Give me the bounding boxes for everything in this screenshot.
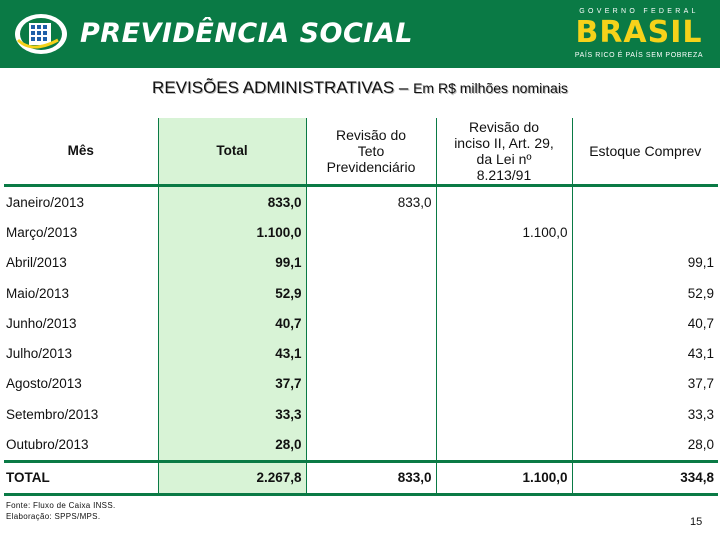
- cell-teto: [306, 369, 436, 399]
- cell-mes: Janeiro/2013: [4, 186, 158, 218]
- header-revisao-inciso: [436, 118, 572, 186]
- total-label: TOTAL: [4, 461, 158, 494]
- cell-total: 833,0: [158, 186, 306, 218]
- header-inciso-line: Revisão do: [468, 119, 540, 135]
- previdencia-logo-icon: [12, 10, 70, 58]
- cell-total: 43,1: [158, 338, 306, 368]
- cell-inciso: [436, 399, 572, 429]
- header-inciso-line: inciso II, Art. 29,: [454, 135, 554, 151]
- header-title: PREVIDÊNCIA SOCIAL: [80, 18, 413, 49]
- cell-inciso: [436, 186, 572, 218]
- source-note: [6, 500, 115, 522]
- brasil-word: BRASIL: [575, 15, 703, 50]
- cell-inciso: [436, 369, 572, 399]
- cell-teto: [306, 248, 436, 278]
- cell-teto: 833,0: [306, 186, 436, 218]
- cell-estoque: [572, 217, 718, 247]
- table-row: [4, 338, 718, 368]
- page-number: 15: [690, 516, 703, 528]
- cell-total: 1.100,0: [158, 217, 306, 247]
- cell-mes: Agosto/2013: [4, 369, 158, 399]
- total-estoque: 334,8: [572, 461, 718, 494]
- cell-mes: Julho/2013: [4, 338, 158, 368]
- cell-total: 99,1: [158, 248, 306, 278]
- source-text: Fonte: Fluxo de Caixa INSS.: [6, 501, 116, 510]
- cell-inciso: [436, 248, 572, 278]
- cell-mes: Maio/2013: [4, 278, 158, 308]
- brasil-slogan: PAÍS RICO É PAÍS SEM POBREZA: [574, 52, 704, 59]
- header-teto-line: Previdenciário: [326, 159, 416, 175]
- cell-mes: Junho/2013: [4, 308, 158, 338]
- cell-inciso: [436, 338, 572, 368]
- cell-mes: Março/2013: [4, 217, 158, 247]
- cell-teto: [306, 217, 436, 247]
- elaboration-text: Elaboração: SPPS/MPS.: [6, 512, 101, 521]
- header-revisao-teto: [306, 118, 436, 186]
- slide-title: [0, 78, 720, 98]
- cell-mes: Setembro/2013: [4, 399, 158, 429]
- total-sum: 2.267,8: [158, 461, 306, 494]
- table-row: [4, 308, 718, 338]
- header-total: Total: [158, 118, 306, 186]
- table-row: [4, 248, 718, 278]
- header-inciso-line: 8.213/91: [476, 167, 532, 183]
- cell-total: 33,3: [158, 399, 306, 429]
- cell-teto: [306, 308, 436, 338]
- total-teto: 833,0: [306, 461, 436, 494]
- cell-estoque: 40,7: [687, 315, 714, 331]
- cell-teto: [306, 429, 436, 461]
- cell-total: 40,7: [158, 308, 306, 338]
- cell-teto: [306, 399, 436, 429]
- cell-inciso: 1.100,0: [436, 217, 572, 247]
- cell-mes: Abril/2013: [4, 248, 158, 278]
- table-row: [4, 429, 718, 461]
- total-inciso: 1.100,0: [436, 461, 572, 494]
- cell-estoque: 33,3: [687, 406, 714, 422]
- cell-estoque: 52,9: [687, 285, 714, 301]
- cell-inciso: [436, 429, 572, 461]
- table-total-row: [4, 461, 718, 494]
- header-inciso-line: da Lei nº: [476, 151, 532, 167]
- cell-inciso: [436, 278, 572, 308]
- header-bar: [0, 0, 720, 68]
- cell-mes: Outubro/2013: [4, 429, 158, 461]
- cell-estoque: [572, 186, 718, 218]
- cell-estoque: 37,7: [687, 376, 714, 392]
- revisoes-table: [4, 118, 718, 496]
- table-row: [4, 186, 718, 218]
- table-row: [4, 399, 718, 429]
- header-mes: Mês: [4, 118, 158, 186]
- brasil-top-text: GOVERNO FEDERAL: [579, 8, 699, 15]
- cell-estoque: 43,1: [687, 346, 714, 362]
- cell-estoque: 99,1: [687, 255, 714, 271]
- slide-title-unit: Em R$ milhões nominais: [413, 80, 568, 96]
- cell-total: 28,0: [158, 429, 306, 461]
- cell-teto: [306, 278, 436, 308]
- header-estoque-comprev: Estoque Comprev: [572, 118, 718, 186]
- cell-total: 52,9: [158, 278, 306, 308]
- cell-inciso: [436, 308, 572, 338]
- cell-estoque: 28,0: [687, 437, 714, 453]
- header-teto-line: Teto: [357, 143, 385, 159]
- cell-total: 37,7: [158, 369, 306, 399]
- table-header-row: [4, 118, 718, 186]
- governo-federal-logo: [566, 8, 712, 62]
- cell-teto: [306, 338, 436, 368]
- table-row: [4, 369, 718, 399]
- slide-title-main: REVISÕES ADMINISTRATIVAS –: [152, 78, 414, 97]
- header-teto-line: Revisão do: [335, 127, 407, 143]
- table-row: [4, 278, 718, 308]
- table-row: [4, 217, 718, 247]
